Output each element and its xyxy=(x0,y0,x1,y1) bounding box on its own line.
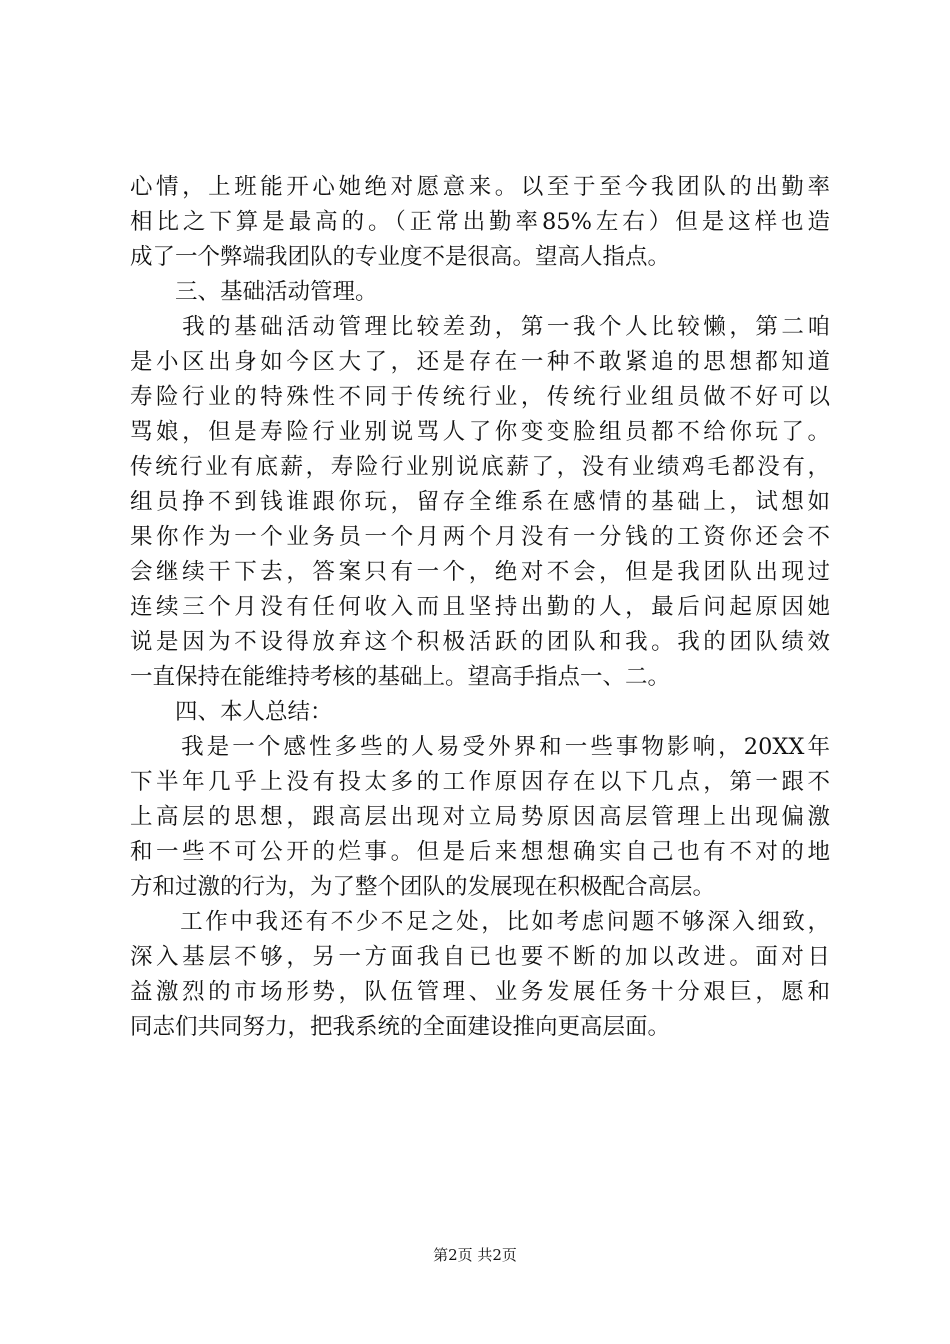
text-line: 下半年几乎上没有投太多的工作原因存在以下几点，第一跟不 xyxy=(130,769,830,795)
text-line: 工作中我还有不少不足之处，比如考虑问题不够深入细致， xyxy=(130,909,830,935)
text-line: 益激烈的市场形势，队伍管理、业务发展任务十分艰巨，愿和 xyxy=(130,979,830,1005)
text-line: 说是因为不设得放弃这个积极活跃的团队和我。我的团队绩效 xyxy=(130,629,830,655)
text-line: 传统行业有底薪，寿险行业别说底薪了，没有业绩鸡毛都没有， xyxy=(130,454,830,480)
text-line: 四、本人总结： xyxy=(130,699,333,725)
text-line: 同志们共同努力，把我系统的全面建设推向更高层面。 xyxy=(130,1014,671,1040)
text-line: 和一些不可公开的烂事。但是后来想想确实自己也有不对的地 xyxy=(130,839,830,865)
text-line: 方和过激的行为，为了整个团队的发展现在积极配合高层。 xyxy=(130,874,716,900)
text-line: 深入基层不够，另一方面我自已也要不断的加以改进。面对日 xyxy=(130,944,830,970)
text-line: 是小区出身如今区大了，还是存在一种不敢紧追的思想都知道 xyxy=(130,349,830,375)
text-line: 骂娘，但是寿险行业别说骂人了你变变脸组员都不给你玩了。 xyxy=(130,419,830,445)
text-line: 上高层的思想，跟高层出现对立局势原因高层管理上出现偏激 xyxy=(130,804,830,830)
text-line: 我的基础活动管理比较差劲，第一我个人比较懒，第二咱 xyxy=(130,314,830,340)
page-footer: 第2页 共2页 xyxy=(433,1246,517,1264)
text-line: 一直保持在能维持考核的基础上。望高手指点一、二。 xyxy=(130,664,671,690)
text-line: 成了一个弊端我团队的专业度不是很高。望高人指点。 xyxy=(130,244,671,270)
text-line: 会继续干下去，答案只有一个，绝对不会，但是我团队出现过 xyxy=(130,559,830,585)
text-line: 寿险行业的特殊性不同于传统行业，传统行业组员做不好可以 xyxy=(130,384,830,410)
text-line: 我是一个感性多些的人易受外界和一些事物影响，20XX年 xyxy=(130,734,830,760)
text-line: 果你作为一个业务员一个月两个月没有一分钱的工资你还会不 xyxy=(130,524,830,550)
text-line: 相比之下算是最高的。（正常出勤率85%左右）但是这样也造 xyxy=(130,209,830,235)
text-line: 连续三个月没有任何收入而且坚持出勤的人，最后问起原因她 xyxy=(130,594,830,620)
text-line: 组员挣不到钱谁跟你玩，留存全维系在感情的基础上，试想如 xyxy=(130,489,830,515)
text-line: 三、基础活动管理。 xyxy=(130,279,378,305)
document-body xyxy=(130,170,830,1045)
text-line: 心情，上班能开心她绝对愿意来。以至于至今我团队的出勤率 xyxy=(130,174,830,200)
